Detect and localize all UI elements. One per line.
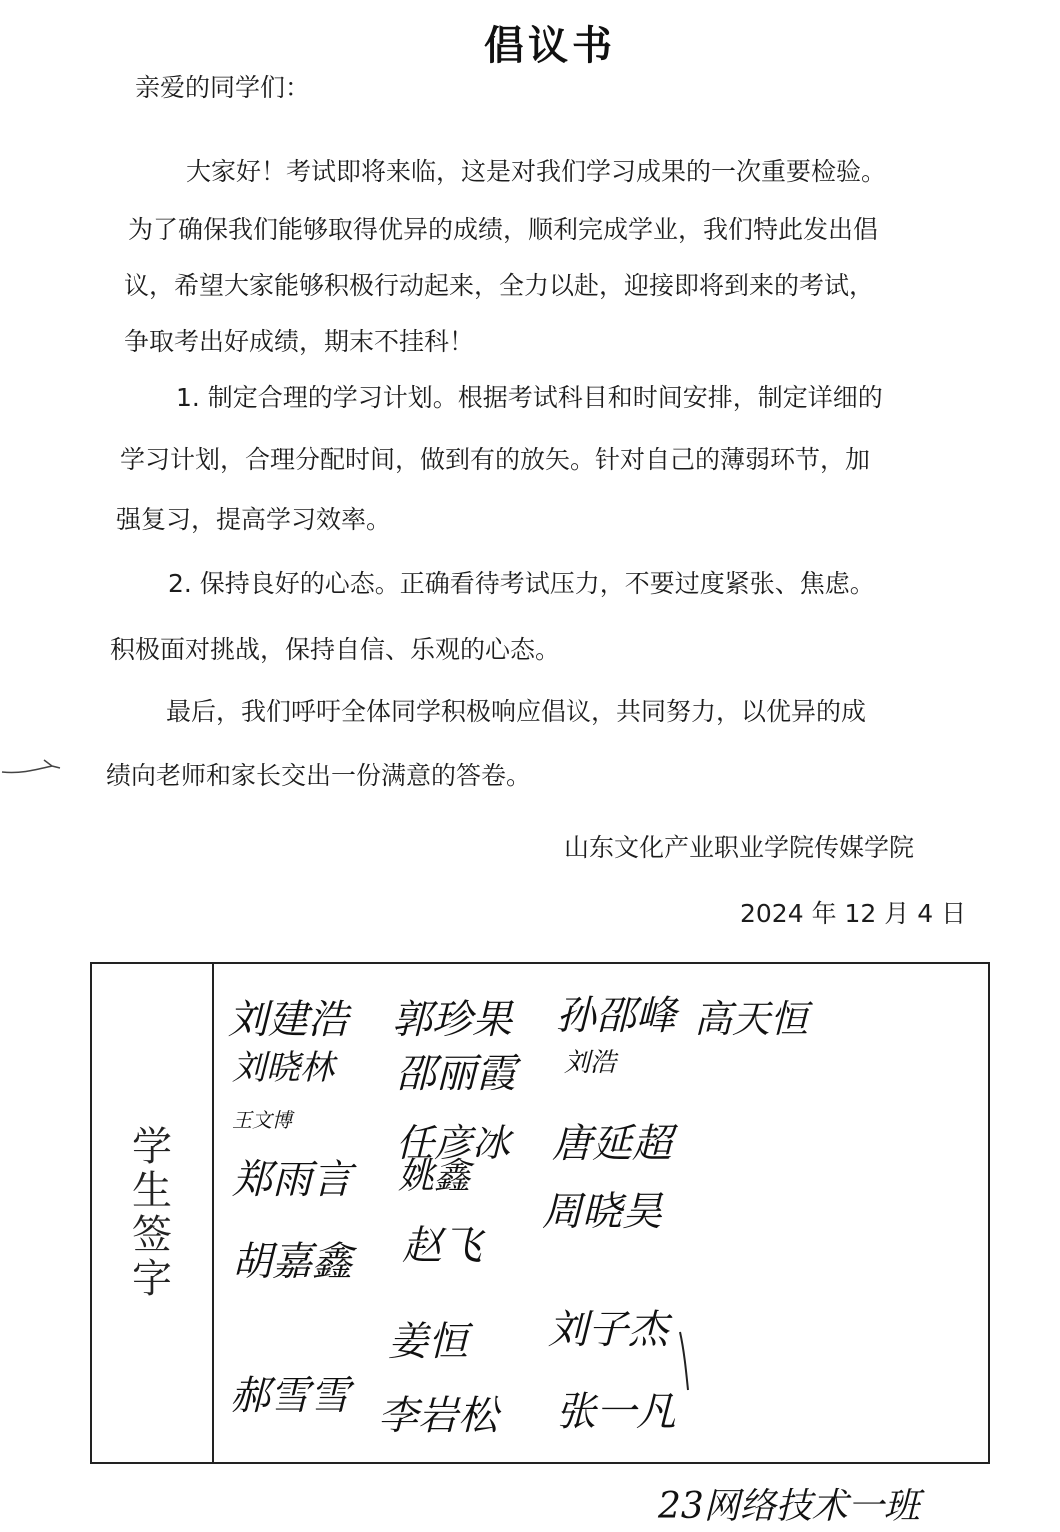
signature: 邵丽霞 <box>396 1051 516 1097</box>
item2-line: 2. 保持良好的心态。正确看待考试压力，不要过度紧张、焦虑。 <box>168 569 875 598</box>
class-note: 23网络技术一班 <box>658 1486 920 1527</box>
salutation: 亲爱的同学们： <box>135 73 311 102</box>
document-date: 2024 年 12 月 4 日 <box>740 899 967 928</box>
paragraph1-line: 议，希望大家能够积极行动起来，全力以赴，迎接即将到来的考试， <box>124 271 875 300</box>
signature: 郝雪雪 <box>230 1373 350 1419</box>
item2-line: 积极面对挑战，保持自信、乐观的心态。 <box>110 635 561 664</box>
signature-table <box>90 962 990 1464</box>
label-char: 字 <box>132 1256 172 1302</box>
paragraph1-line: 为了确保我们能够取得优异的成绩，顺利完成学业，我们特此发出倡 <box>128 215 879 244</box>
signature: 刘子杰 <box>548 1307 668 1353</box>
signature: 任彦冰 <box>396 1121 511 1165</box>
label-char: 学 <box>132 1124 172 1170</box>
signature-label <box>92 964 212 1462</box>
table-divider <box>212 964 214 1462</box>
paragraph1-line: 大家好！考试即将来临，这是对我们学习成果的一次重要检验。 <box>186 157 887 186</box>
margin-arrow-icon <box>0 752 80 782</box>
document-title: 倡议书 <box>484 23 616 69</box>
signature: 张一凡 <box>556 1389 676 1435</box>
signature: 赵飞 <box>402 1223 482 1269</box>
signature: 姚鑫 <box>398 1156 471 1197</box>
item1-line: 强复习，提高学习效率。 <box>116 505 392 534</box>
signature: 李岩松 <box>378 1393 498 1439</box>
signature: 唐延超 <box>552 1121 672 1167</box>
signature: 孙邵峰 <box>556 993 676 1039</box>
item1-line: 学习计划，合理分配时间，做到有的放矢。针对自己的薄弱环节，加 <box>120 445 871 474</box>
item1-line: 1. 制定合理的学习计划。根据考试科目和时间安排，制定详细的 <box>176 383 883 412</box>
signature: 郭珍果 <box>392 997 512 1043</box>
organization-name: 山东文化产业职业学院传媒学院 <box>564 833 915 862</box>
signature: 周晓昊 <box>542 1189 662 1235</box>
signature: 刘晓林 <box>232 1048 334 1088</box>
closing-line: 最后，我们呼吁全体同学积极响应倡议，共同努力，以优异的成 <box>166 697 867 726</box>
signature: 姜恒 <box>388 1319 468 1365</box>
signature: 刘浩 <box>564 1048 617 1078</box>
label-char: 签 <box>132 1212 172 1258</box>
signature: 高天恒 <box>694 997 809 1041</box>
closing-line: 绩向老师和家长交出一份满意的答卷。 <box>106 761 532 790</box>
paragraph1-line: 争取考出好成绩，期末不挂科！ <box>124 327 475 356</box>
label-char: 生 <box>132 1168 172 1214</box>
signature: 王文博 <box>232 1108 292 1132</box>
signature: 刘建浩 <box>228 997 348 1043</box>
signature: 胡嘉鑫 <box>232 1239 352 1285</box>
signature: 郑雨言 <box>232 1157 352 1203</box>
